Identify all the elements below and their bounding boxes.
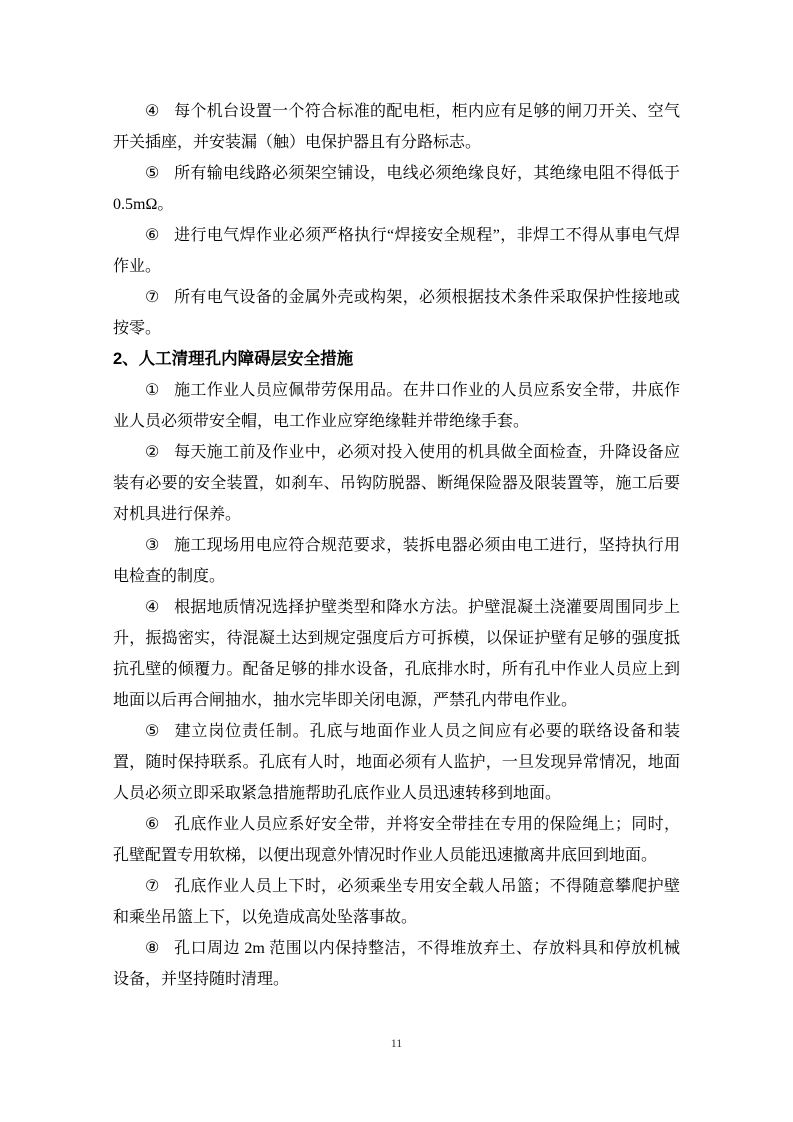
paragraph-text: 每个机台设置一个符合标准的配电柜，柜内应有足够的闸刀开关、空气开关插座，并安装漏（触）电保护器且有分路标志。 bbox=[113, 103, 680, 151]
paragraph-text: 施工现场用电应符合规范要求，装拆电器必须由电工进行，坚持执行用电检查的制度。 bbox=[113, 537, 680, 585]
paragraph-text: 孔口周边 2m 范围以内保持整洁，不得堆放弃土、存放料具和停放机械设备，并坚持随时清理。 bbox=[113, 940, 680, 988]
list-marker: ⑤ bbox=[145, 723, 160, 740]
paragraph-text: 每天施工前及作业中，必须对投入使用的机具做全面检查，升降设备应装有必要的安全装置，如刹车、吊钩防脱器、断绳保险器及限装置等，施工后要对机具进行保养。 bbox=[113, 444, 680, 523]
list-marker: ① bbox=[145, 382, 160, 399]
list-marker: ⑤ bbox=[145, 165, 160, 182]
paragraph bbox=[113, 716, 680, 809]
paragraph bbox=[113, 158, 680, 220]
paragraph bbox=[113, 871, 680, 933]
paragraph-text: 施工作业人员应佩带劳保用品。在井口作业的人员应系安全带，井底作业人员必须带安全帽，电工作业应穿绝缘鞋并带绝缘手套。 bbox=[113, 382, 680, 430]
list-marker: ⑧ bbox=[145, 940, 160, 957]
section-heading: 2、人工清理孔内障碍层安全措施 bbox=[113, 350, 354, 368]
paragraph bbox=[113, 220, 680, 282]
paragraph-text: 孔底作业人员应系好安全带，并将安全带挂在专用的保险绳上；同时，孔壁配置专用软梯，以便出现意外情况时作业人员能迅速撤离井底回到地面。 bbox=[113, 816, 680, 864]
paragraph bbox=[113, 809, 680, 871]
list-marker: ⑥ bbox=[145, 816, 160, 833]
paragraph-text: 所有电气设备的金属外壳或构架，必须根据技术条件采取保护性接地或按零。 bbox=[113, 289, 680, 337]
list-marker: ⑦ bbox=[145, 878, 160, 895]
document-body bbox=[113, 96, 680, 995]
list-marker: ⑦ bbox=[145, 289, 160, 306]
paragraph bbox=[113, 96, 680, 158]
paragraph bbox=[113, 437, 680, 530]
paragraph-text: 孔底作业人员上下时，必须乘坐专用安全载人吊篮；不得随意攀爬护壁和乘坐吊篮上下，以免造成高处坠落事故。 bbox=[113, 878, 680, 926]
paragraph bbox=[113, 592, 680, 716]
paragraph bbox=[113, 530, 680, 592]
list-marker: ③ bbox=[145, 537, 160, 554]
list-marker: ② bbox=[145, 444, 160, 461]
paragraph bbox=[113, 282, 680, 344]
list-marker: ④ bbox=[145, 599, 160, 616]
list-marker: ⑥ bbox=[145, 227, 160, 244]
paragraph bbox=[113, 933, 680, 995]
paragraph-text: 进行电气焊作业必须严格执行“焊接安全规程”，非焊工不得从事电气焊作业。 bbox=[113, 227, 680, 275]
paragraph bbox=[113, 375, 680, 437]
paragraph-text: 所有输电线路必须架空铺设，电线必须绝缘良好，其绝缘电阻不得低于0.5mΩ。 bbox=[113, 165, 680, 213]
list-marker: ④ bbox=[145, 103, 160, 120]
paragraph-text: 建立岗位责任制。孔底与地面作业人员之间应有必要的联络设备和装置，随时保持联系。孔底有人时，地面必须有人监护，一旦发现异常情况，地面人员必须立即采取紧急措施帮助孔底作业人员迅速转移到地面。 bbox=[113, 723, 680, 802]
paragraph-text: 根据地质情况选择护壁类型和降水方法。护壁混凝土浇灌要周围同步上升，振捣密实，待混凝土达到规定强度后方可拆模，以保证护壁有足够的强度抵抗孔壁的倾覆力。配备足够的排水设备，孔底排水时，所有孔中作业人员应上到地面以后再合闸抽水，抽水完毕即关闭电源，严禁孔内带电作业。 bbox=[113, 599, 680, 709]
page-number: 11 bbox=[390, 1036, 403, 1050]
